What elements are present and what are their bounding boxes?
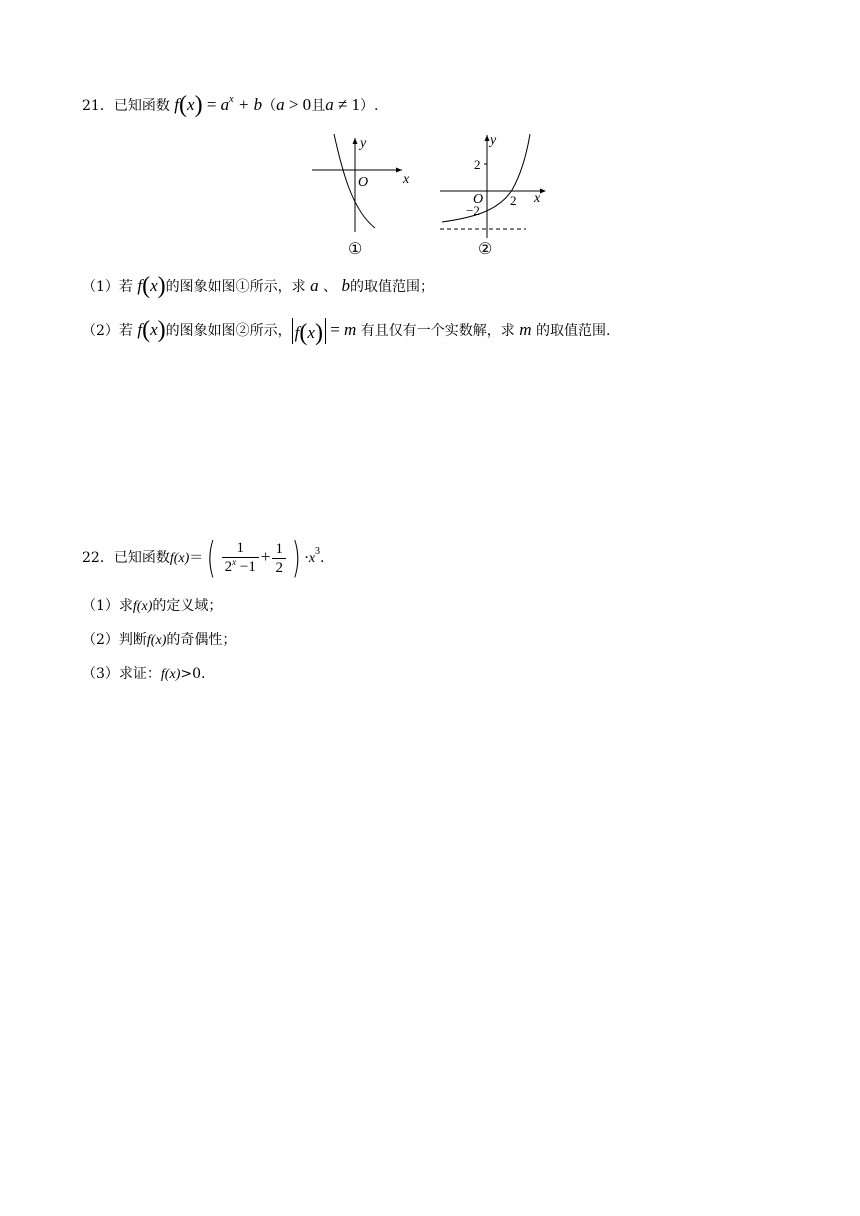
q22-frac2 xyxy=(272,540,286,577)
q22-frac1 xyxy=(222,539,259,577)
q22-part2-fx: f(x) xyxy=(146,633,167,648)
q21-part2-abs-x: x xyxy=(307,323,315,342)
q21-part1-b: b xyxy=(341,276,351,295)
q21-f: f xyxy=(174,95,180,114)
graph1-y-label: y xyxy=(360,136,367,151)
q21-intro: 已知函数 xyxy=(113,98,170,114)
q21-part2-eq: = xyxy=(325,320,345,339)
q22-number: 22． xyxy=(82,550,114,566)
q22-part2-text: 的奇偶性； xyxy=(166,632,237,648)
q21-part2: （2）若 f(x)的图象如图②所示， f(x) = m 有且仅有一个实数解，求 m 的取值范围. xyxy=(82,317,611,346)
graph-2 xyxy=(440,133,546,258)
q22-frac2-num: 1 xyxy=(272,540,286,559)
abs-value: f(x) xyxy=(292,318,326,344)
q21-part2-x: x xyxy=(150,320,158,339)
q22-part1-text: 的定义域； xyxy=(152,598,223,614)
q21-part2-text1: 的图象如图②所示， xyxy=(165,323,292,339)
q21-statement: 21．已知函数 $f(x) = a^x + b(a > 0$且a ≠ 1）. xyxy=(82,92,379,118)
q22-x: x xyxy=(308,551,316,566)
graph1-x-label: x xyxy=(403,172,410,187)
q22-part1 xyxy=(82,596,222,617)
q21-cond-ne1: ≠ 1 xyxy=(333,95,361,114)
q21-cond-a2: a xyxy=(325,95,334,114)
graph2-x-label: x xyxy=(534,191,541,206)
q21-part2-m2: m xyxy=(519,320,532,339)
q21-part2-m: m xyxy=(344,320,357,339)
q21-part1-sep: 、 xyxy=(323,279,338,295)
q22-part2 xyxy=(82,630,236,651)
q21-part1-f: f xyxy=(137,276,143,295)
q22-cube: 3 xyxy=(315,546,321,557)
q21-part2-text2: 有且仅有一个实数解，求 xyxy=(360,323,515,339)
q21-cond-a: a xyxy=(276,95,285,114)
q21-cond-gt0: > 0 xyxy=(284,95,312,114)
q21-exp: x xyxy=(229,94,234,105)
q21-part2-abs-f: f xyxy=(294,323,300,342)
q21-a: a xyxy=(220,95,230,114)
q22-end: . xyxy=(320,550,325,566)
q21-figure xyxy=(300,130,560,260)
graph2-origin: O xyxy=(473,192,484,207)
q22-intro: 已知函数 xyxy=(113,550,170,566)
q22-part2-prefix: （2）判断 xyxy=(82,632,147,648)
q22-fx: f(x) xyxy=(169,551,190,566)
q22-dot: · xyxy=(304,550,309,566)
q21-cond-close: ）. xyxy=(360,98,379,114)
q22-frac1-den-rest: −1 xyxy=(236,559,256,575)
graph2-label: ② xyxy=(478,241,493,258)
q21-part1-prefix: （1）若 xyxy=(82,279,133,295)
graph2-y-label: y xyxy=(490,133,497,148)
q22-part3-text: >0. xyxy=(180,666,206,682)
graph1-origin: O xyxy=(358,175,369,190)
q22-part3-fx: f(x) xyxy=(160,667,181,682)
graph2-tick-x2: 2 xyxy=(510,193,517,208)
q22-frac1-den-base: 2 xyxy=(224,559,233,575)
q22-statement: 22．已知函数f(x)＝( $\frac{1}{2^x -1}$ + $\frac{1}{2}$ ) $\cdot x^3$. xyxy=(82,533,325,582)
q22-part1-prefix: （1）求 xyxy=(82,598,133,614)
graph1-label: ① xyxy=(348,241,363,258)
q21-part1: （1）若 f(x)的图象如图①所示，求 a 、 b的取值范围； xyxy=(82,273,435,299)
q21-part1-text2: 的取值范围； xyxy=(350,279,435,295)
graph2-tick-2: 2 xyxy=(474,157,481,172)
q22-frac2-den: 2 xyxy=(275,559,283,576)
q22-part3-prefix: （3）求证： xyxy=(82,666,161,682)
q22-part1-fx: f(x) xyxy=(132,599,153,614)
q22-frac1-den-exp: x xyxy=(232,557,237,567)
q21-part2-prefix: （2）若 xyxy=(82,323,133,339)
q21-plus-b: + b xyxy=(233,95,263,114)
q21-cond-open: （ xyxy=(262,98,277,114)
q21-part2-text3: 的取值范围. xyxy=(535,323,611,339)
q21-cond-and: 且 xyxy=(311,98,326,114)
q21-part1-a: a xyxy=(310,276,319,295)
q22-eq: ＝ xyxy=(189,550,204,566)
q21-part2-f: f xyxy=(137,320,143,339)
q21-eq: = xyxy=(202,95,221,114)
q22-part3 xyxy=(82,664,205,685)
q22-plus: + xyxy=(260,547,271,566)
q22-frac1-num: 1 xyxy=(222,539,259,558)
graph-1 xyxy=(312,134,410,258)
q21-number: 21． xyxy=(82,98,114,114)
graph2-tick-neg2: −2 xyxy=(466,203,480,218)
q21-part1-text1: 的图象如图①所示，求 xyxy=(165,279,306,295)
q21-part1-x: x xyxy=(150,276,158,295)
q21-x: x xyxy=(187,95,195,114)
